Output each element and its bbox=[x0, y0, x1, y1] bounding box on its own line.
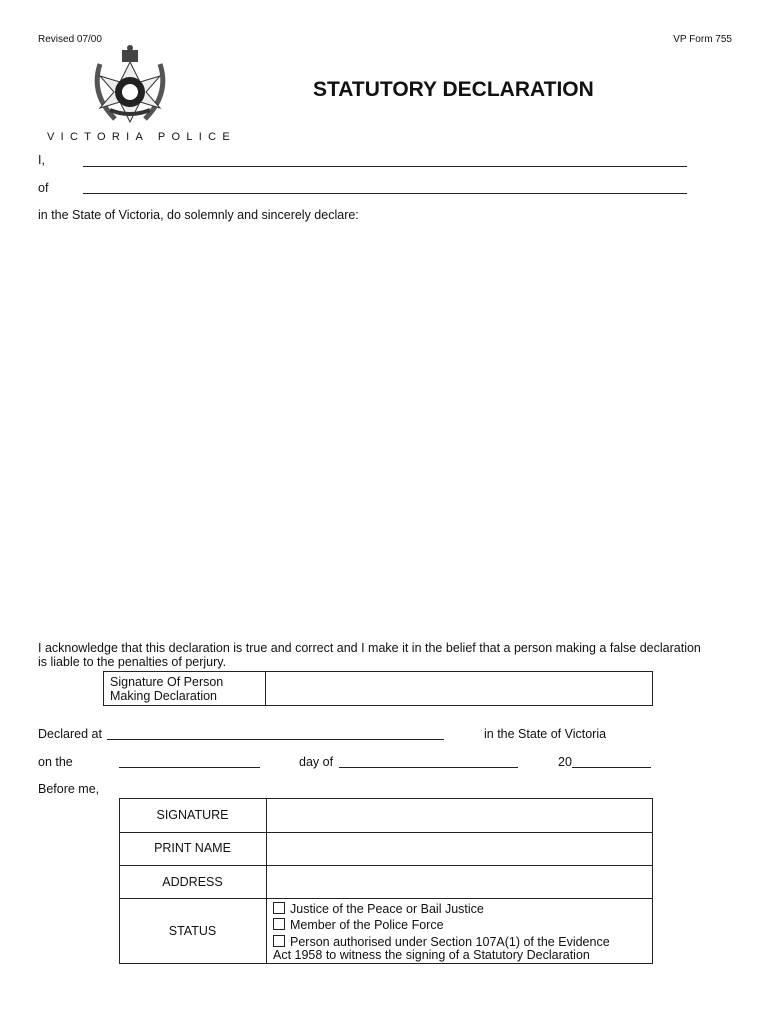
acknowledgement-line-2: is liable to the penalties of perjury. bbox=[38, 655, 227, 669]
status-option-authorised[interactable] bbox=[273, 935, 610, 949]
witness-name-field[interactable] bbox=[267, 833, 652, 865]
before-me-label: Before me, bbox=[38, 782, 100, 796]
declare-text: in the State of Victoria, do solemnly and sincerely declare: bbox=[38, 208, 359, 222]
divider bbox=[119, 898, 653, 899]
declared-at-label: Declared at bbox=[38, 727, 102, 741]
witness-signature-field[interactable] bbox=[267, 799, 652, 832]
option-label: Person authorised under Section 107A(1) of the Evidence bbox=[290, 935, 610, 949]
page-title: STATUTORY DECLARATION bbox=[313, 78, 594, 101]
name-field[interactable] bbox=[83, 166, 687, 167]
option-label: Member of the Police Force bbox=[290, 918, 444, 932]
name-label: I, bbox=[38, 153, 45, 167]
month-field[interactable] bbox=[339, 767, 518, 768]
victoria-police-logo bbox=[60, 44, 200, 130]
acknowledgement-line-1: I acknowledge that this declaration is true and correct and I make it in the belief that a person making a false declaration bbox=[38, 641, 701, 655]
status-option-authorised-cont: Act 1958 to witness the signing of a Statutory Declaration bbox=[273, 948, 590, 962]
option-label: Justice of the Peace or Bail Justice bbox=[290, 902, 484, 916]
status-option-jp[interactable] bbox=[273, 902, 484, 916]
checkbox[interactable] bbox=[273, 918, 285, 930]
sig-label-1: Signature Of Person bbox=[110, 675, 224, 689]
day-of-label: day of bbox=[299, 755, 334, 769]
signature-label: SIGNATURE bbox=[156, 808, 229, 822]
declaration-body-area[interactable] bbox=[38, 228, 688, 628]
checkbox[interactable] bbox=[273, 902, 285, 914]
year-field[interactable] bbox=[572, 767, 651, 768]
witness-address-field[interactable] bbox=[267, 866, 652, 898]
status-label: STATUS bbox=[168, 924, 217, 938]
year-prefix: 20 bbox=[558, 755, 572, 769]
address-label: ADDRESS bbox=[162, 875, 223, 889]
declarant-signature-field[interactable] bbox=[266, 672, 651, 705]
logo-text: VICTORIA POLICE bbox=[47, 131, 237, 143]
on-the-label: on the bbox=[38, 755, 73, 769]
revised-date: Revised 07/00 bbox=[38, 34, 102, 45]
day-field[interactable] bbox=[119, 767, 260, 768]
address-label: of bbox=[38, 181, 49, 195]
status-option-police[interactable] bbox=[273, 918, 444, 932]
address-field[interactable] bbox=[83, 193, 687, 194]
sig-label-2: Making Declaration bbox=[110, 689, 217, 703]
form-number: VP Form 755 bbox=[673, 34, 732, 45]
state-label: in the State of Victoria bbox=[484, 727, 607, 741]
declared-at-field[interactable] bbox=[107, 739, 444, 740]
print-name-label: PRINT NAME bbox=[154, 841, 231, 855]
checkbox[interactable] bbox=[273, 935, 285, 947]
